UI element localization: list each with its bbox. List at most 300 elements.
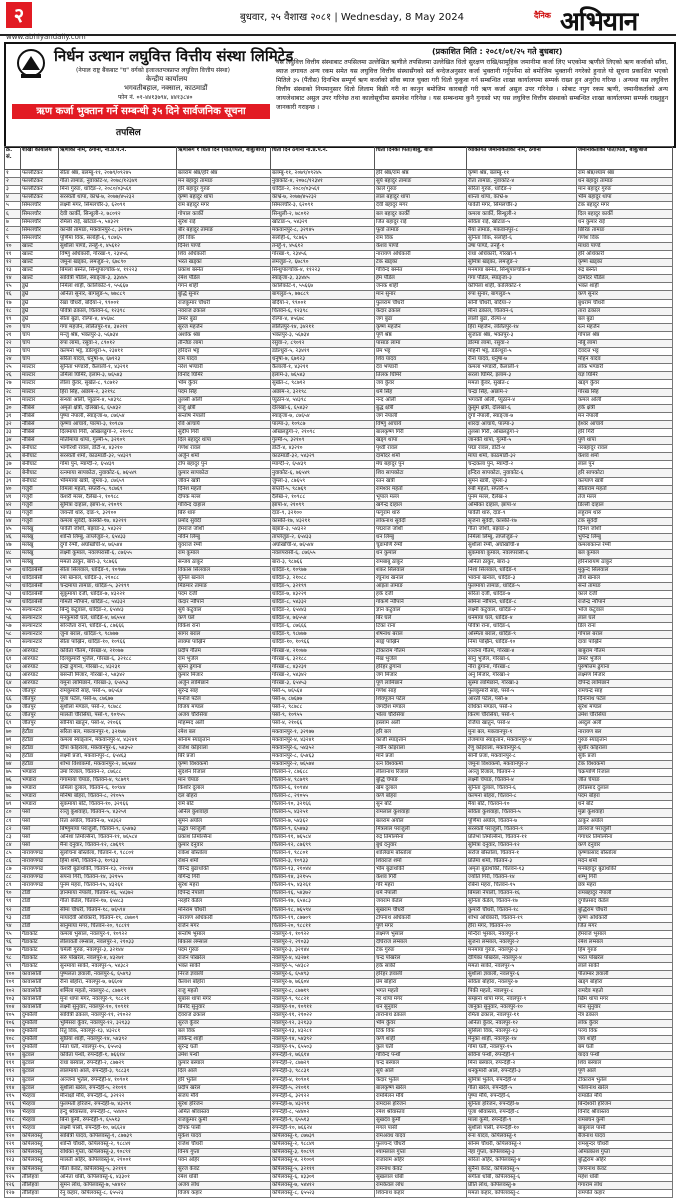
table-cell: सल्यानटार	[21, 639, 59, 647]
table-cell: ११७	[5, 1108, 21, 1116]
table-cell: चितवन-१५, ४३२६१	[271, 882, 375, 890]
table-cell: हर्के दर्जी	[375, 590, 467, 598]
table-cell: रुपन्देही-३, ९८८३१	[271, 1068, 375, 1076]
table-row	[5, 857, 673, 865]
table-cell: कावासोती	[21, 971, 59, 979]
table-cell: प्रदीप खरेल	[177, 1084, 271, 1092]
table-cell: खाल्टे	[21, 242, 59, 250]
table-cell: कास्की-१७, ४३२११	[271, 518, 375, 526]
table-cell: नवलपुर-१२, ३२१३३	[271, 1019, 375, 1027]
table-cell: किरण चौरसिया, पर्सा-९	[467, 712, 577, 720]
table-cell: नरेश भण्डारी	[177, 364, 271, 372]
table-cell: सञ्जिता राना, धादिङ-६, ८७६६६	[59, 623, 177, 631]
table-row	[5, 631, 673, 639]
table-row	[5, 1052, 673, 1060]
table-cell: बाबुलाल पासी	[577, 1125, 673, 1133]
table-cell: ७०	[5, 728, 21, 736]
table-cell: गोकर्ण न्यौपाने	[375, 598, 467, 606]
table-cell: चाप	[21, 348, 59, 356]
table-cell: सिमलचौर-३, ६२०९१	[271, 202, 375, 210]
table-cell: हिरा महर्जन, ललितपुर-१४	[467, 323, 577, 331]
table-cell: तिलक घिमिरे	[375, 372, 467, 380]
table-row	[5, 639, 673, 647]
table-row	[5, 777, 673, 785]
table-cell: २	[5, 178, 21, 186]
table-cell: डिल राना	[577, 623, 673, 631]
table-row	[5, 526, 673, 534]
table-cell: सुरज कुँवर	[177, 1019, 271, 1027]
table-cell: फुलचन्द चौधरी	[375, 1141, 467, 1149]
table-cell: फूर्वा तामाङ	[375, 226, 467, 234]
table-row	[5, 1141, 673, 1149]
table-row	[5, 930, 673, 938]
table-row	[5, 186, 673, 194]
table-cell: गोविन्द दाहाल	[177, 501, 271, 509]
table-cell: पञ्च विक	[577, 1027, 673, 1035]
table-cell: सुर्य आले	[375, 1068, 467, 1076]
table-cell: पुनम महरा, चितवन-१५, ४३२६१	[59, 882, 177, 890]
table-cell: शिव यादव	[375, 356, 467, 364]
table-cell: रञ्जना गौतम, गोरखा-४	[467, 647, 577, 655]
table-cell: दिनेश जोशी	[577, 526, 673, 534]
table-cell: झापा-४, २१०९९	[271, 501, 375, 509]
table-row	[5, 1189, 673, 1197]
table-cell: दुर्गाप्रसाद कँडेल	[577, 898, 673, 906]
office-address: भगवतीबहाल, नक्साल, काठमाडौं	[124, 84, 208, 92]
table-cell: गोरे महरा	[375, 882, 467, 890]
table-cell: रितु विक, नवलपुर-१३, ४३२८१	[59, 1027, 177, 1035]
table-cell: राधिका गुप्ता, कपिलवस्तु-३, १०८९१	[59, 1149, 177, 1157]
table-cell: बुद्धि सुनार	[177, 291, 271, 299]
table-cell: राजु महतो	[177, 987, 271, 995]
table-cell: कृष्ण अधिकारी	[577, 914, 673, 922]
table-cell: पुष्पा मौर्य, रुपन्देही-६	[467, 1092, 577, 1100]
table-cell: गोपाल कार्की	[177, 210, 271, 218]
table-cell: फल्लेटिकर	[21, 178, 59, 186]
table-cell: नवलपुर-६, ६५४९३	[271, 971, 375, 979]
table-cell: दिल आले	[177, 1068, 271, 1076]
table-cell: रुपन्देही-७, ४३२९१	[271, 1100, 375, 1108]
table-cell: हरि श्रेष्ठ/राम श्रेष्ठ	[375, 170, 467, 178]
table-row	[5, 226, 673, 234]
table-cell: पुर्णे मगर	[375, 922, 467, 930]
table-cell: गैंडाकोट	[21, 963, 59, 971]
table-cell: धादिङ-९, ९८७७७	[271, 631, 375, 639]
table-cell: अञ्जु रिजाल, चितवन-२	[467, 768, 577, 776]
table-cell: रतन खत्री	[375, 477, 467, 485]
table-cell: रुपन्देही-४, १०९०१	[271, 1076, 375, 1084]
table-cell: काठमाडौं-३२, ५४३२९	[271, 453, 375, 461]
table-row	[5, 348, 673, 356]
table-cell: चाप	[21, 339, 59, 347]
table-cell: भैरहवा	[21, 1108, 59, 1116]
table-cell: चितवन-१, ९८८०१	[271, 849, 375, 857]
table-cell: दीपक पासी	[177, 1125, 271, 1133]
table-cell: राजन पोखरेल	[177, 955, 271, 963]
table-cell: गोमती न्यौपाने, धादिङ-८, ५४३३२	[59, 598, 177, 606]
table-cell: बेनीघाट	[21, 469, 59, 477]
table-cell: निर्मला लिम्बु, ताप्लेजुङ-२	[467, 534, 577, 542]
table-cell: गंगा पौडेल, स्याङ्जा-३	[467, 275, 577, 283]
table-cell: जीतपुर	[21, 696, 59, 704]
table-cell: तारा ढकाल	[577, 307, 673, 315]
table-cell: ज्योति गिरी, चितवन-१४	[467, 874, 577, 882]
table-cell: सुमन खत्री, जुम्ला-३	[467, 477, 577, 485]
table-cell: धादिङबेंसी	[21, 598, 59, 606]
table-cell: दामोदर शर्मा	[375, 453, 467, 461]
table-cell: दुर्गा रेग्मी, अर्घाखाँची-४, ७६५४४	[59, 542, 177, 550]
table-cell: नवलपुर-४, ४३२७१	[271, 955, 375, 963]
column-header: धितो दिनेको पिता/बाबु, बाजे	[375, 147, 467, 170]
table-cell: सुरेश मण्डल	[577, 704, 673, 712]
table-cell: डुम्रे	[21, 307, 59, 315]
table-cell: चन्द्रकला पुन, म्याग्दी-२	[467, 461, 577, 469]
table-cell: सल्यानटार	[21, 631, 59, 639]
table-row	[5, 1027, 673, 1035]
table-cell: कविता पन्थी, रुपन्देही-१, ७६६१४	[59, 1052, 177, 1060]
table-cell: रमा खनाल, धादिङ-३, २१०८८	[59, 574, 177, 582]
table-cell: सुरेन्द्र घर्ती	[177, 1044, 271, 1052]
table-cell: सिन्धुली-२, ७८०१२	[271, 210, 375, 218]
table-row	[5, 833, 673, 841]
table-cell: रेनु कहार, कपिलवस्तु-८, ६५५२३	[59, 1189, 177, 1197]
table-cell: बिर घले	[375, 615, 467, 623]
table-cell: गोमा घर्ती, नवलपुर-१५	[467, 1044, 577, 1052]
table-cell: पूर्ण आले	[577, 1068, 673, 1076]
table-row	[5, 793, 673, 801]
table-cell: पूर्ण लामिछाने	[375, 679, 467, 687]
table-cell: धन लिम्बु	[375, 534, 467, 542]
table-cell: सर्लाही-६, ९८७६५	[271, 234, 375, 242]
table-row	[5, 461, 673, 469]
table-cell: पदम बोहरा	[577, 793, 673, 801]
table-cell: सानुमाया मगर, चितवन-२०, ९८८११	[59, 922, 177, 930]
table-cell: कपिलवस्तु-३, १०८९१	[271, 1149, 375, 1157]
table-cell: ८१	[5, 817, 21, 825]
table-cell: ६०	[5, 647, 21, 655]
table-cell: कावासोती	[21, 979, 59, 987]
table-cell: पर्सा-५, ७६५६४	[271, 688, 375, 696]
table-cell: देव भण्डारी	[375, 364, 467, 372]
table-cell: सरला घिमिरे, इलाम-३	[467, 372, 577, 380]
table-cell: चितवन-७, ५४३६२	[271, 817, 375, 825]
table-cell: भोज कटुवाल	[577, 607, 673, 615]
table-cell: १०९	[5, 1044, 21, 1052]
table-cell: प्रदीप गौतम	[177, 647, 271, 655]
table-cell: सुनिता भण्डारी, कैलाली-१, ४३२११	[59, 364, 177, 372]
table-cell: विनोद घिमिरे	[177, 372, 271, 380]
table-cell: दावा पाख्रिन	[577, 639, 673, 647]
table-cell: गोपाल बराल	[577, 631, 673, 639]
table-cell: खाल्टे	[21, 275, 59, 283]
table-cell: रबिना महरा, चितवन-१५	[467, 882, 577, 890]
table-cell: ८४	[5, 841, 21, 849]
table-cell: मिना बस्याल, रुपन्देही-२	[467, 1060, 577, 1068]
table-cell: कावासोती	[21, 995, 59, 1003]
table-cell: भुमिसरा कुँवर, नवलपुर-१२, ३२१३३	[59, 1019, 177, 1027]
table-cell: गुरुङ स्याङ्तान	[577, 736, 673, 744]
table-cell: टाँडी	[21, 898, 59, 906]
table-row	[5, 1108, 673, 1116]
table-cell: सीता पाख्रिन, धादिङ-१०, १०९६६	[59, 639, 177, 647]
table-cell: विमला महतो, सप्तरी-५, ९८७६९	[59, 485, 177, 493]
table-cell: मिङमार तामाङ	[177, 582, 271, 590]
table-cell: ५८	[5, 631, 21, 639]
table-cell: चितवन-२०, ९८८११	[271, 922, 375, 930]
table-cell: शिवराज शर्मा	[375, 857, 467, 865]
table-cell: डम्बर भुजेल	[577, 655, 673, 663]
table-cell: मेख भुजेल	[375, 655, 467, 663]
table-cell: चितवन-४, ९८७९९	[271, 777, 375, 785]
table-cell: शिवनाथ कहार	[375, 1189, 467, 1197]
table-cell: तेन्जिङ लामा	[177, 339, 271, 347]
table-row	[5, 1181, 673, 1189]
table-cell: लाली बुढा, रोल्पा-४	[467, 315, 577, 323]
table-cell: मुना बल, मकवानपुर-१	[467, 728, 577, 736]
table-cell: मनकुमारी घले, धादिङ-४, ७६५५४	[59, 615, 177, 623]
notice-header	[4, 42, 676, 148]
table-cell: रमेश बल	[177, 728, 271, 736]
table-cell: रामकुमारी साह, पर्सा-५, ७६५६४	[59, 688, 177, 696]
table-cell: बीर बहादुर तामाङ	[177, 226, 271, 234]
table-cell: सुनिता कँडेल, चितवन-१७	[467, 898, 577, 906]
table-cell: गोविन्द पन्थी	[375, 1052, 467, 1060]
table-row	[5, 307, 673, 315]
table-cell: २३	[5, 348, 21, 356]
table-cell: गैंडाकोट	[21, 930, 59, 938]
table-cell: सविता कुशवाहा, चितवन-५	[467, 809, 577, 817]
table-cell: खोटाङ-५, ५४३२१	[271, 218, 375, 226]
table-cell: लाल घले	[577, 615, 673, 623]
table-cell: दीपेन्द्र लामिछाने	[577, 679, 673, 687]
table-cell: शान्ता थापा, काभ्रे-७	[467, 194, 577, 202]
table-cell: ४६	[5, 534, 21, 542]
table-cell: कपिलवस्तु-१, ८७७३९	[271, 1133, 375, 1141]
table-cell: भण्डारा	[21, 785, 59, 793]
table-cell: कृष्णा आचार्य, पाल्पा-३, १०९८७	[59, 420, 177, 428]
table-row	[5, 493, 673, 501]
table-cell: जीतपुर	[21, 712, 59, 720]
table-cell: चितवन-१०, ३२१६६	[271, 801, 375, 809]
table-row	[5, 1133, 673, 1141]
table-row	[5, 615, 673, 623]
table-cell: धनुषा-७, ६७१२३	[271, 356, 375, 364]
table-cell: नीरा ढुंगाना, गोरखा-८	[467, 663, 577, 671]
table-cell: धादिङ-४, ७६५५४	[271, 615, 375, 623]
table-cell: आरुघाट	[21, 647, 59, 655]
table-row	[5, 906, 673, 914]
table-cell: नारायणगढ	[21, 874, 59, 882]
table-cell: मुन्ना कुशवाहा	[577, 809, 673, 817]
table-cell: अनु मिजार, गोरखा-२	[467, 671, 577, 679]
table-cell: निशा सिलवाल, धादिङ-१	[467, 566, 577, 574]
table-cell: १००	[5, 971, 21, 979]
table-cell: मन्जु श्रेष्ठ, भक्तपुर-३, ५६७३४	[59, 331, 177, 339]
table-cell: धन कुमाल	[375, 550, 467, 558]
table-cell: लक्ष्मण भुसाल	[375, 930, 467, 938]
table-cell: ३६	[5, 453, 21, 461]
table-cell: पदम गुरुङ	[177, 947, 271, 955]
table-cell: सोनिया खातुन, पर्सा-४, २१०६६	[59, 720, 177, 728]
table-cell: ४५	[5, 526, 21, 534]
table-cell: बुद्धिराम अहिर	[577, 1157, 673, 1165]
table-cell: ५५	[5, 607, 21, 615]
table-cell: सुकमाया कुमाल, नवलपरासी-६	[467, 550, 577, 558]
table-cell: सुमित्रा खड्का, लमजुङ-२	[467, 259, 577, 267]
table-cell: रामबचन कुर्मी	[577, 1116, 673, 1124]
table-cell: टेक विश्वकर्मा	[577, 760, 673, 768]
table-cell: नारायण अधिकारी	[375, 250, 467, 258]
table-cell: जित मगर	[577, 922, 673, 930]
table-row	[5, 1173, 673, 1181]
table-cell: राजकुमार चौधरी	[177, 299, 271, 307]
table-cell: कर्ण घले	[177, 615, 271, 623]
table-cell: बुधराम चौधरी	[577, 299, 673, 307]
table-cell: गजुरी	[21, 485, 59, 493]
table-cell: ईश्वर आचार्य	[577, 420, 673, 428]
table-cell: खिम थापा मगर	[577, 995, 673, 1003]
table-cell: सुखदेव कुर्मी	[375, 1116, 467, 1124]
table-cell: कुमार बस्याल	[177, 1060, 271, 1068]
table-cell: दिनेश पाण्डे	[177, 242, 271, 250]
table-cell: चितवन-५, ४३२५१	[271, 809, 375, 817]
table-row	[5, 420, 673, 428]
table-cell: बिरु थारु	[177, 509, 271, 517]
table-cell: १२३	[5, 1157, 21, 1165]
table-cell: कान्छी तामाङ, मकवानपुर-८, ३२१४५	[59, 226, 177, 234]
table-cell: कमला भुसाल, नवलपुर-१, १०९२२	[59, 930, 177, 938]
table-cell: जंग मिजार	[375, 671, 467, 679]
table-cell: १०५	[5, 1011, 21, 1019]
table-cell: फल्लेटिकर	[21, 170, 59, 178]
table-row	[5, 1003, 673, 1011]
table-cell: भरत खड्का	[177, 259, 271, 267]
table-cell: चितवन-१२, ८७६९९	[271, 841, 375, 849]
table-cell: लोक भण्डारी	[577, 364, 673, 372]
table-cell: बिरे प्रजा	[177, 752, 271, 760]
table-cell: निर्मला शाही, कालिकोट-१, ५५६६७	[59, 283, 177, 291]
table-cell: दुम्कौली	[21, 1019, 59, 1027]
table-cell: इन्द्रा ढुंगाना, गोरखा-८, ४३२३१	[59, 663, 177, 671]
table-cell: डुम्रे	[21, 299, 59, 307]
table-cell: भीम बुढाथोकी	[375, 866, 467, 874]
table-cell: हरिदत्त भट्ट	[177, 348, 271, 356]
table-cell: हेमराज जोशी	[177, 526, 271, 534]
table-cell: डुम्रे	[21, 291, 59, 299]
table-cell: किशोर दुलाल	[177, 785, 271, 793]
table-row	[5, 1116, 673, 1124]
table-cell: निता घर्ती, नवलपुर-१५, ६५५०३	[59, 1044, 177, 1052]
table-cell: ४२	[5, 501, 21, 509]
table-cell: हर्क सार्की	[375, 963, 467, 971]
table-cell: खाल्टे	[21, 259, 59, 267]
table-cell: ८७	[5, 866, 21, 874]
column-header: ऋणीको नाम, ठेगाना, ना.प्र.प.नं.	[59, 147, 177, 170]
table-cell: पर्सा	[21, 825, 59, 833]
table-cell: लोकेन्द्र शाही	[177, 1036, 271, 1044]
table-cell: गजुरी	[21, 501, 59, 509]
table-cell: दिनानाथ पटेल	[577, 696, 673, 704]
table-cell: रमेश लम्साल	[577, 938, 673, 946]
table-cell: गगन शाही	[177, 283, 271, 291]
table-row	[5, 542, 673, 550]
table-cell: पुष्पा नेपाली, स्याङ्जा-७, ८७६५४	[59, 412, 177, 420]
table-cell: माल्टार	[21, 396, 59, 404]
table-cell: दिलमाया गिरी, ओखलढुंगा-२, २१०९८	[59, 429, 177, 437]
table-cell: १९	[5, 315, 21, 323]
table-cell: राधिका मण्डल, पर्सा-२	[467, 704, 577, 712]
table-cell: धादिङ-१, १०९७७	[271, 566, 375, 574]
table-cell: अनिता ठाकुर, बारा-३	[467, 558, 577, 566]
table-row	[5, 178, 673, 186]
table-cell: जयराम कँडेल	[375, 898, 467, 906]
table-cell: केशव पाण्डे	[375, 242, 467, 250]
table-cell: जानकी थापा, गुल्मी-५	[467, 437, 577, 445]
table-cell: पूजा पटेल, पर्सा-७, ८७६७७	[59, 696, 177, 704]
table-cell: टोपनाथ अधिकारी	[375, 914, 467, 922]
table-cell: धर्म सिंह	[375, 388, 467, 396]
table-cell: रुपन्देही-१०, ७६६२४	[271, 1125, 375, 1133]
table-cell: ४८	[5, 550, 21, 558]
table-cell: दुर्गा नेपाली, स्याङ्जा-७	[467, 412, 577, 420]
table-cell: रोल्पा-४, ४५६७८	[271, 315, 375, 323]
table-cell: खाल्टे	[21, 267, 59, 275]
table-cell: जुना बराल, धादिङ-९, ९८७७७	[59, 631, 177, 639]
table-row	[5, 712, 673, 720]
table-cell: भीम बहादुर थापा	[577, 194, 673, 202]
table-cell: धादिङ-६, ८७६६६	[271, 623, 375, 631]
table-cell: रामदेव महतो	[577, 987, 673, 995]
table-cell: बुद्धिराम चौधरी	[577, 906, 673, 914]
notice-banner: ऋण कर्जा भुक्तान गर्ने सम्बन्धी ३५ दिने सार्वजनिक सूचना	[12, 104, 270, 119]
table-cell: कर्णे दनुवार	[577, 841, 673, 849]
table-cell: २६	[5, 372, 21, 380]
table-cell: ९३	[5, 914, 21, 922]
company-logo-icon	[16, 48, 46, 80]
table-cell: कावासोती	[21, 987, 59, 995]
table-cell: नवलपुर-८, ८७७१९	[271, 987, 375, 995]
table-row	[5, 566, 673, 574]
table-cell: ३४	[5, 437, 21, 445]
table-cell: सरिता बल, मकवानपुर-१, ३२१७७	[59, 728, 177, 736]
table-cell: शोभा अधिकारी, चितवन-१९	[467, 914, 577, 922]
table-cell: सुरेश राई	[177, 218, 271, 226]
table-cell: पदम सिंह	[177, 388, 271, 396]
table-cell: मकवानपुर-१, ३२१७७	[271, 728, 375, 736]
table-cell: सुशीला पासी, रुपन्देही-१०	[467, 1125, 577, 1133]
table-cell: लक्ष्मी सुनुवार, नवलपुर-१०, १०९११	[59, 1003, 177, 1011]
table-cell: लालमाया आले, रुपन्देही-३, ९८८३१	[59, 1068, 177, 1076]
table-row	[5, 914, 673, 922]
table-cell: रामदास हरिजन	[375, 1100, 467, 1108]
table-row	[5, 445, 673, 453]
table-cell: रामेश्वर महतो	[375, 485, 467, 493]
table-cell: जय शाही	[577, 1036, 673, 1044]
table-cell: देवी कार्की, सिन्धुली-२, ७८०१२	[59, 210, 177, 218]
table-cell: शिव सापकोटा	[375, 469, 467, 477]
publication-date-line: (प्रकाशित मिति : २०८१/०१/२५ गते बुधबार)	[432, 47, 563, 56]
newspaper-brand: अभियान	[560, 7, 638, 37]
table-cell: सुर्य बहादुर तामाङ	[375, 178, 467, 186]
table-cell: पीताम्बर ज्ञवाली	[577, 971, 673, 979]
table-cell: राजेश कोइराला	[177, 744, 271, 752]
table-cell: शर्मिला महतो, नवलपुर-८, ८७७१९	[59, 987, 177, 995]
table-cell: बिन्दु कटुवाल, धादिङ-२, ६५४४३	[59, 607, 177, 615]
table-cell: ताप्लेजुङ-२, ६५४३३	[271, 534, 375, 542]
table-cell: टेक बहादुर मगर	[577, 202, 673, 210]
table-cell: चमेली गुरुङ, नवलपुर-३, ३२१४४	[59, 947, 177, 955]
table-row	[5, 1125, 673, 1133]
